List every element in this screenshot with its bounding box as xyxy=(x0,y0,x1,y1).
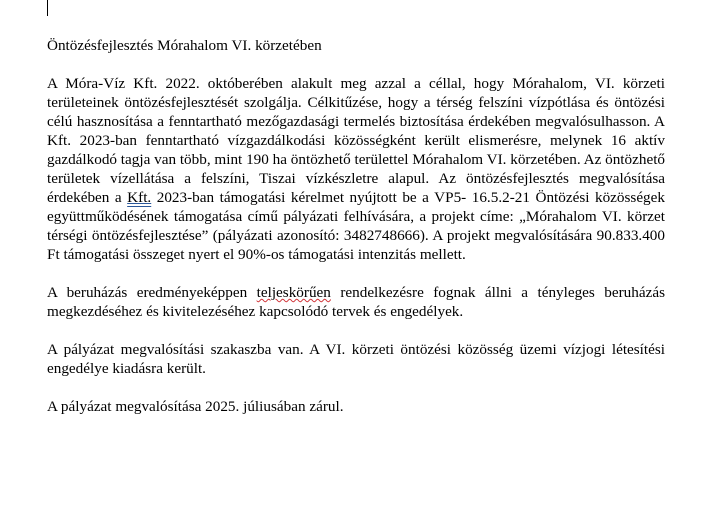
spelling-flagged-word[interactable]: teljeskörűen xyxy=(256,284,331,301)
text-cursor xyxy=(47,0,48,16)
document-body[interactable] xyxy=(47,36,665,435)
paragraph-4[interactable]: A pályázat megvalósítása 2025. júliusában zárul. xyxy=(47,398,344,415)
grammar-flagged-word[interactable]: Kft. xyxy=(127,189,152,206)
paragraph-2-text-a: A beruházás eredményeképpen xyxy=(47,284,257,301)
paragraph-1-text-b: 2023-ban támogatási kérelmet nyújtott be a VP5- 16.5.2-21 Öntözési közösségek együttműködésének támogatása című pályázati felhívására, a projekt címe: „Mórahalom VI. körzet térségi öntözésfejlesztése” (pályázati azonosító: 3482748666). A projekt megvalósítására 90.833.400 Ft támogatási összeget nyert el 90%-os támogatási intenzitás mellett. xyxy=(47,189,665,263)
paragraph-2-text-b: rendelkezésre fognak állni a tényleges beruházás megkezdéséhez és kivitelezéséhez kapcsolódó tervek és engedélyek. xyxy=(47,284,665,320)
paragraph-3[interactable]: A pályázat megvalósítási szakaszba van. A VI. körzeti öntözési közösség üzemi vízjogi létesítési engedélye kiadásra került. xyxy=(47,341,665,377)
paragraph-1[interactable] xyxy=(47,74,665,264)
paragraph-1-text-a: A Móra-Víz Kft. 2022. októberében alakult meg azzal a céllal, hogy Mórahalom, VI. körzeti területeinek öntözésfejlesztését szolgálja. Célkitűzése, hogy a térség felszíni vízpótlása és öntözési célú hasznosítása a fenntartható mezőgazdasági termelés biztosítása érdekében megvalósulhasson. A Kft. 2023-ban fenntartható vízgazdálkodási közösségként került elismerésre, melynek 16 aktív gazdálkodó tagja van több, mint 190 ha öntözhető területtel Mórahalom VI. körzetében. Az öntözhető területek vízellátása a felszíni, Tiszai vízkészletre alapul. Az öntözésfejlesztés megvalósítása érdekében a xyxy=(47,75,666,206)
paragraph-2[interactable] xyxy=(47,283,665,321)
document-title[interactable]: Öntözésfejlesztés Mórahalom VI. körzetében xyxy=(47,37,322,54)
